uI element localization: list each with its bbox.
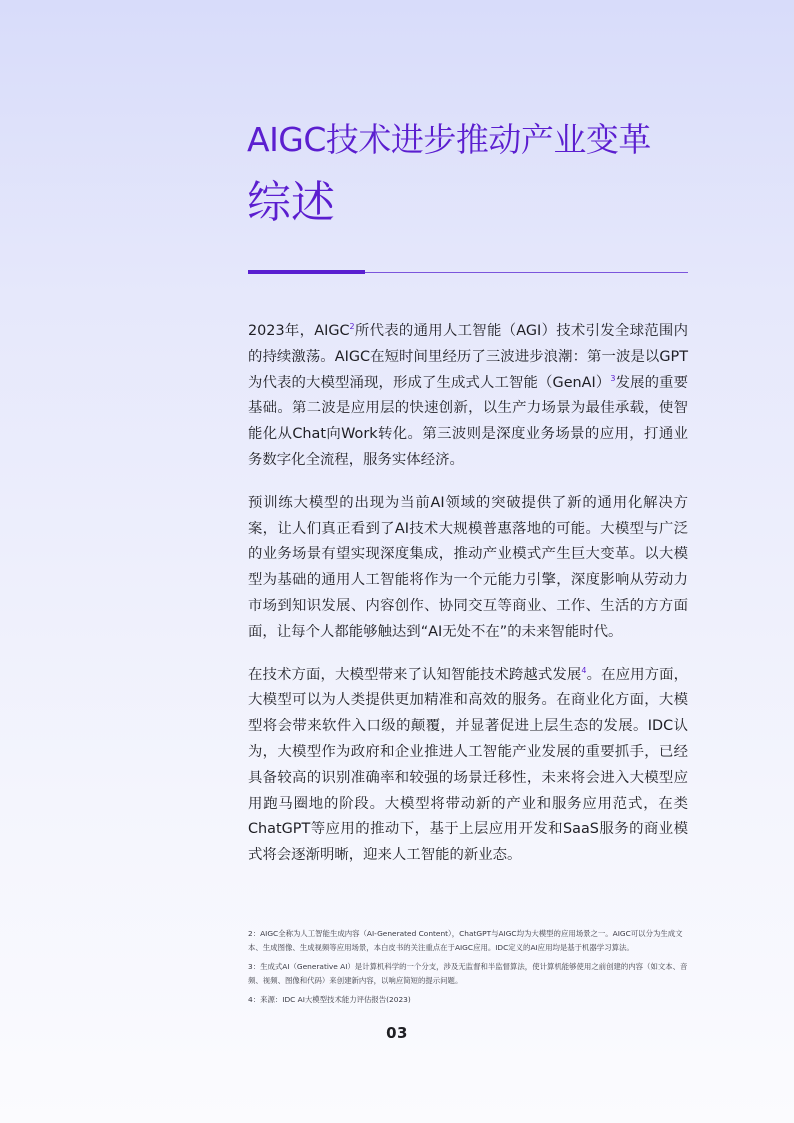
footnote-ref[interactable]: 2: [349, 322, 355, 331]
paragraph-text: 预训练大模型的出现为当前AI领域的突破提供了新的通用化解决方案，让人们真正看到了AI技术大规模普惠落地的可能。大模型与广泛的业务场景有望实现深度集成，推动产业模式产生巨大变革。以大模型为基础的通用人工智能将作为一个元能力引擎，深度影响从劳动力市场到知识发展、内容创作、协同交互等商业、工作、生活的方方面面，让每个人都能够触达到“AI无处不在”的未来智能时代。: [248, 494, 688, 640]
paragraph: [248, 319, 688, 474]
footnote: 2：AIGC全称为人工智能生成内容（AI-Generated Content），ChatGPT与AIGC均为大模型的应用场景之一。AIGC可以分为生成文本、生成图像、生成视频等应用场景，本白皮书的关注重点在于AIGC应用。IDC定义的AI应用均是基于机器学习算法。: [248, 929, 683, 952]
divider-line: [365, 272, 688, 273]
paragraph-text: 发展的重要基础。第二波是应用层的快速创新，以生产力场景为最佳承载，使智能化从Chat向Work转化。第三波则是深度业务场景的应用，打通业务数字化全流程，服务实体经济。: [248, 374, 688, 468]
paragraph-text: 所代表的通用人工智能（AGI）技术引发全球范围内的持续激荡。AIGC在短时间里经历了三波进步浪潮：第一波是以GPT为代表的大模型涌现，形成了生成式人工智能（GenAI）: [248, 323, 688, 391]
divider-accent-bar: [248, 270, 365, 274]
footnote-ref[interactable]: 3: [610, 373, 616, 383]
footnote-ref[interactable]: 4: [581, 665, 587, 675]
page-subtitle: 综述: [247, 177, 335, 228]
paragraph-text: 。在应用方面，大模型可以为人类提供更加精准和高效的服务。在商业化方面，大模型将会带来软件入口级的颠覆，并显著促进上层生态的发展。IDC认为，大模型作为政府和企业推进人工智能产业发展的重要抓手，已经具备较高的识别准确率和较强的场景迁移性，未来将会进入大模型应用跑马圈地的阶段。大模型将带动新的产业和服务应用范式，在类ChatGPT等应用的推动下，基于上层应用开发和SaaS服务的商业模式将会逐渐明晰，迎来人工智能的新业态。: [248, 666, 688, 864]
title-divider: [248, 270, 688, 274]
paragraph-text: 在技术方面，大模型带来了认知智能技术跨越式发展: [248, 666, 582, 683]
paragraph: [248, 663, 688, 869]
footnote: 3：生成式AI（Generative AI）是计算机科学的一个分支，涉及无监督和半监督算法，使计算机能够使用之前创建的内容（如文本、音频、视频、图像和代码）来创建新内容，以响应简短的提示问题。: [248, 962, 688, 985]
footnotes: [248, 927, 690, 1013]
paragraph: [248, 491, 688, 646]
body-text: [248, 319, 688, 886]
footnote: 4：来源：IDC AI大模型技术能力评估报告(2023): [248, 995, 411, 1004]
page-number: 03: [386, 1024, 408, 1042]
paragraph-text: 2023年，AIGC: [248, 323, 350, 339]
page-title: AIGC技术进步推动产业变革: [247, 120, 651, 159]
